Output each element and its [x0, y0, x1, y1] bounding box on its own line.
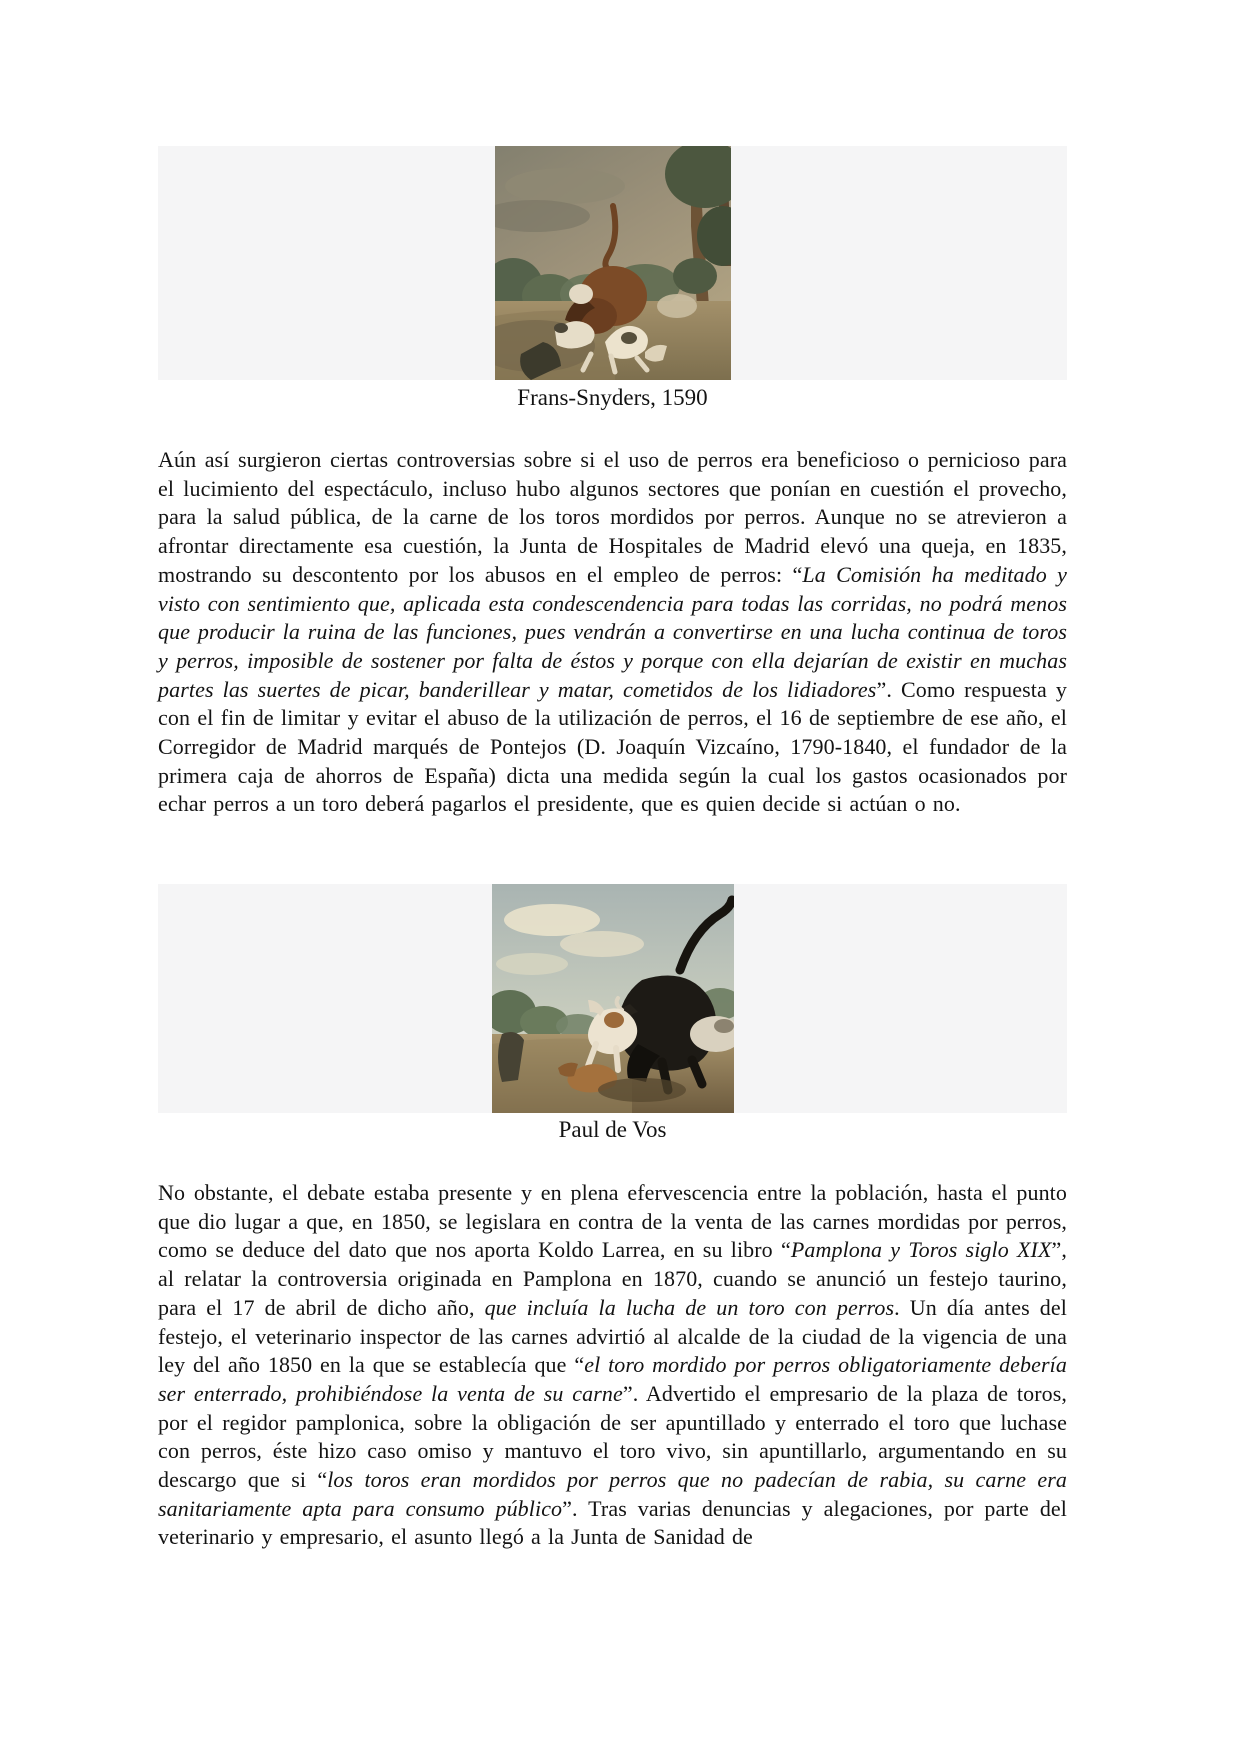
- body-text: ”. Advertido el empresario de la plaza de toros, por el regidor pamplonica, sobre la obligación de ser apuntillado y enterrado el toro que luchase con perros, éste hizo caso omiso y mantuvo el toro vivo, sin apuntillarlo, argumentando en su descargo que si “: [158, 1380, 1067, 1493]
- quoted-italic-text: La Comisión ha meditado y visto con sentimiento que, aplicada esta condescendencia para todas las corridas, no podrá menos que producir la ruina de las funciones, pues vendrán a convertirse en una lucha continua de toros y perros, imposible de sostener por falta de éstos y porque con ella dejarían de existir en muchas partes las suertes de picar, banderillear y matar, cometidos de los lidiadores: [158, 561, 1067, 702]
- body-text: . Un día antes del festejo, el veterinario inspector de las carnes advirtió al alcalde de la ciudad de la vigencia de una ley del año 1850 en la que se establecía que “: [158, 1294, 1067, 1378]
- body-paragraph-2: [158, 1179, 1067, 1552]
- body-text: Aún así surgieron ciertas controversias sobre si el uso de perros era beneficioso o pernicioso para el lucimiento del espectáculo, incluso hubo algunos sectores que ponían en cuestión el provecho, para la salud pública, de la carne de los toros mordidos por perros. Aunque no se atrevieron a afrontar directamente esa cuestión, la Junta de Hospitales de Madrid elevó una queja, en 1835, mostrando su descontento por los abusos en el empleo de perros: “: [158, 447, 1067, 587]
- quoted-italic-text: los toros eran mordidos por perros que no padecían de rabia, su carne era sanitariamente apta para consumo público: [158, 1467, 1068, 1521]
- quoted-italic-text: Pamplona y Toros siglo XIX: [790, 1237, 1052, 1263]
- painting-frans-snyders-icon: [495, 146, 731, 380]
- painting-paul-de-vos-icon: [492, 884, 734, 1113]
- quoted-italic-text: el toro mordido por perros obligatoriamente debería ser enterrado, prohibiéndose la venta de su carne: [158, 1352, 1067, 1406]
- body-text: ”. Como respuesta y con el fin de limitar y evitar el abuso de la utilización de perros, el 16 de septiembre de ese año, el Corregidor de Madrid marqués de Pontejos (D. Joaquín Vizcaíno, 1790-1840, el fundador de la primera caja de ahorros de España) dicta una medida según la cual los gastos ocasionados por echar perros a un toro deberá pagarlos el presidente, que es quien decide si actúan o no.: [158, 676, 1067, 817]
- figure-band-2: [158, 884, 1067, 1113]
- figure-caption-1: Frans-Snyders, 1590: [517, 385, 708, 410]
- quoted-italic-text: que incluía la lucha de un toro con perros: [484, 1294, 895, 1320]
- figure-caption-2: Paul de Vos: [558, 1117, 667, 1142]
- body-text: ”. Tras varias denuncias y alegaciones, por parte del veterinario y empresario, el asunto llegó a la Junta de Sanidad de: [158, 1495, 1067, 1550]
- body-text: No obstante, el debate estaba presente y en plena efervescencia entre la población, hasta el punto que dio lugar a que, en 1850, se legislara en contra de la venta de las carnes mordidas por perros, como se deduce del dato que nos aporta Koldo Larrea, en su libro “: [158, 1180, 1067, 1263]
- body-paragraph-1: [158, 446, 1067, 819]
- body-text: ”, al relatar la controversia originada en Pamplona en 1870, cuando se anunció un festejo taurino, para el 17 de abril de dicho año,: [158, 1237, 1067, 1320]
- figure-band-1: [158, 146, 1067, 380]
